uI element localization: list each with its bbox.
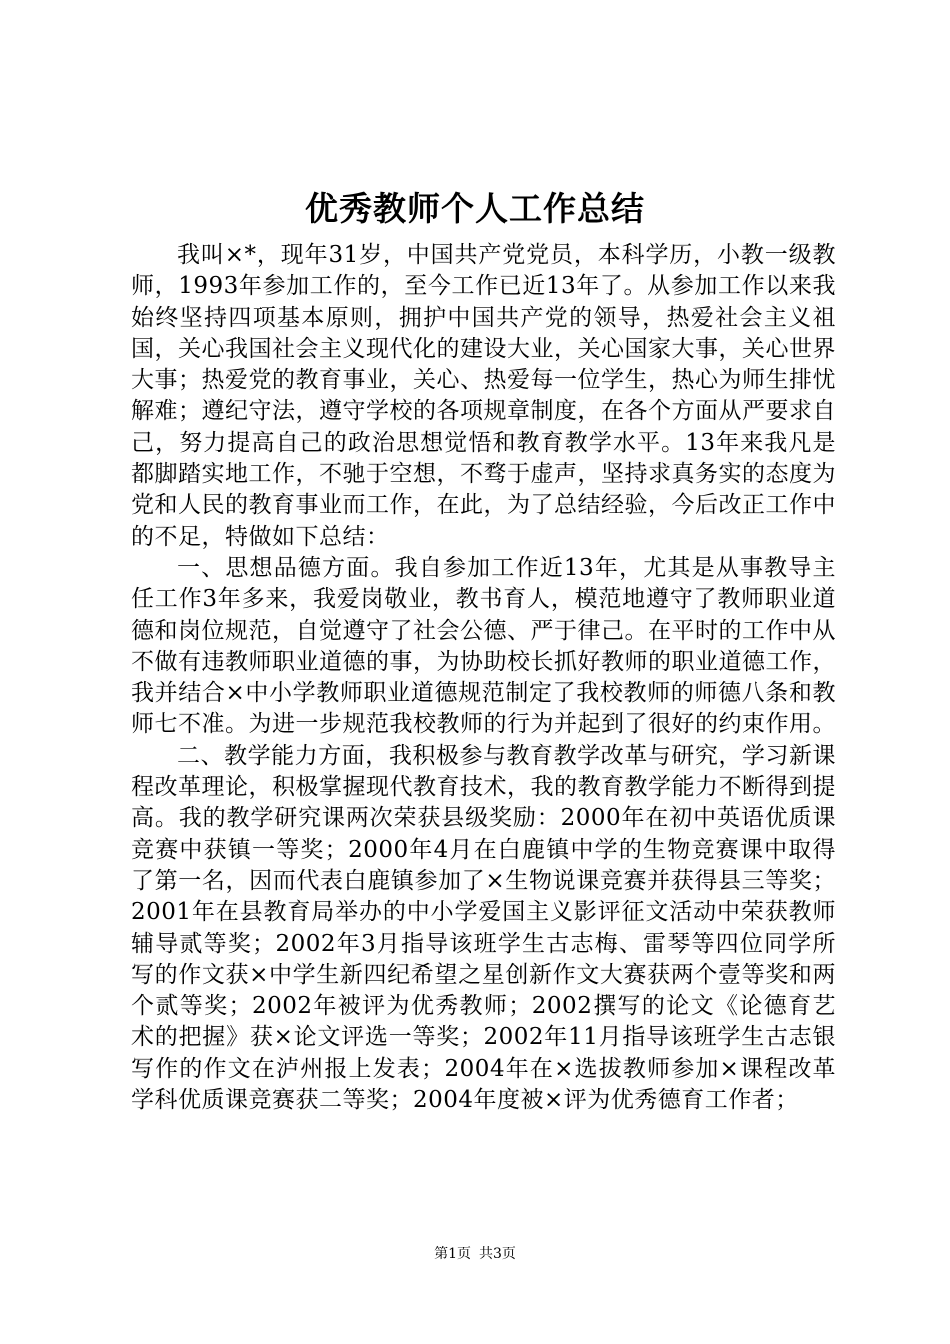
paragraph-moral-character: 一、思想品德方面。我自参加工作近13年，尤其是从事教导主任工作3年多来，我爱岗敬业，教书育人，模范地遵守了教师职业道德和岗位规范，自觉遵守了社会公德、严于律己。在平时的工作中从不做有违教师职业道德的事，为协助校长抓好教师的职业道德工作，我并结合×中小学教师职业道德规范制定了我校教师的师德八条和教师七不准。为进一步规范我校教师的行为并起到了很好的约束作用。 bbox=[131, 554, 836, 738]
document-body bbox=[131, 240, 836, 1116]
paragraph-intro: 我叫×*，现年31岁，中国共产党党员，本科学历，小教一级教师，1993年参加工作的，至今工作已近13年了。从参加工作以来我始终坚持四项基本原则，拥护中国共产党的领导，热爱社会主义祖国，关心我国社会主义现代化的建设大业，关心国家大事，关心世界大事；热爱党的教育事业，关心、热爱每一位学生，热心为师生排忧解难；遵纪守法，遵守学校的各项规章制度，在各个方面从严要求自己，努力提高自己的政治思想觉悟和教育教学水平。13年来我凡是都脚踏实地工作，不驰于空想，不骛于虚声，坚持求真务实的态度为党和人民的教育事业而工作，在此，为了总结经验，今后改正工作中的不足，特做如下总结： bbox=[131, 242, 836, 550]
page-total: 共3页 bbox=[479, 1246, 516, 1262]
document-title: 优秀教师个人工作总结 bbox=[305, 189, 645, 228]
page-number: 第1页 bbox=[434, 1246, 471, 1262]
paragraph-teaching-ability: 二、教学能力方面，我积极参与教育教学改革与研究，学习新课程改革理论，积极掌握现代教育技术，我的教育教学能力不断得到提高。我的教学研究课两次荣获县级奖励：2000年在初中英语优质课竞赛中获镇一等奖；2000年4月在白鹿镇中学的生物竞赛课中取得了第一名，因而代表白鹿镇参加了×生物说课竞赛并获得县三等奖；2001年在县教育局举办的中小学爱国主义影评征文活动中荣获教师辅导贰等奖；2002年3月指导该班学生古志梅、雷琴等四位同学所写的作文获×中学生新四纪希望之星创新作文大赛获两个壹等奖和两个贰等奖；2002年被评为优秀教师；2002撰写的论文《论德育艺术的把握》获×论文评选一等奖；2002年11月指导该班学生古志银写作的作文在泸州报上发表；2004年在×选拔教师参加×课程改革学科优质课竞赛获二等奖；2004年度被×评为优秀德育工作者； bbox=[131, 742, 836, 1114]
page-footer bbox=[0, 1244, 950, 1264]
